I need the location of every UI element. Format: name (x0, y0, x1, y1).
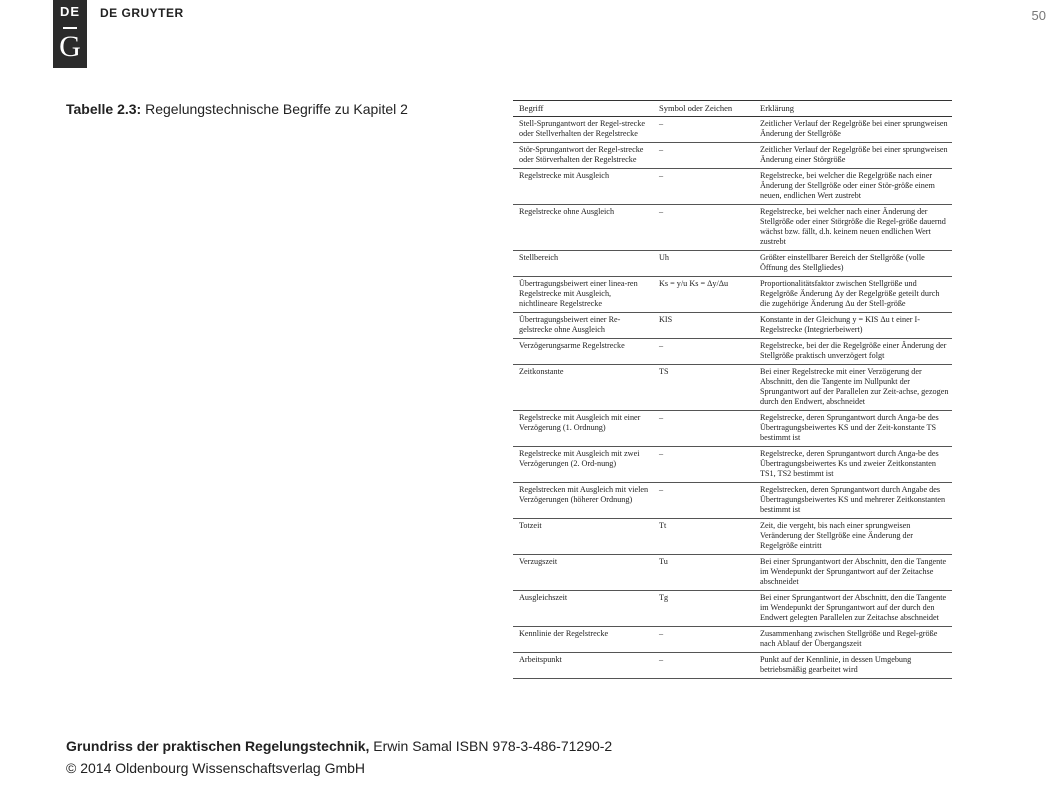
table-row (513, 339, 952, 365)
cell-symbol: – (653, 205, 754, 251)
cell-term: Kennlinie der Regelstrecke (513, 627, 653, 653)
cell-explanation: Zeitlicher Verlauf der Regelgröße bei einer sprungweisen Änderung einer Störgröße (754, 143, 952, 169)
cell-symbol: Ks = y/u Ks = Δy/Δu (653, 277, 754, 313)
table-row (513, 555, 952, 591)
cell-explanation: Größter einstellbarer Bereich der Stellgröße (volle Öffnung des Stellgliedes) (754, 251, 952, 277)
cell-symbol: – (653, 411, 754, 447)
page-number: 50 (1031, 8, 1046, 23)
cell-term: Regelstrecken mit Ausgleich mit vielen Verzögerungen (höherer Ordnung) (513, 483, 653, 519)
table-row (513, 143, 952, 169)
cell-term: Regelstrecke ohne Ausgleich (513, 205, 653, 251)
cell-term: Stell-Sprungantwort der Regel-strecke oder Stellverhalten der Regelstrecke (513, 117, 653, 143)
cell-term: Stellbereich (513, 251, 653, 277)
cell-symbol: Tu (653, 555, 754, 591)
cell-term: Regelstrecke mit Ausgleich mit einer Verzögerung (1. Ordnung) (513, 411, 653, 447)
cell-term: Ausgleichszeit (513, 591, 653, 627)
table-row (513, 411, 952, 447)
cell-explanation: Zusammenhang zwischen Stellgröße und Regel-größe nach Ablauf der Übergangszeit (754, 627, 952, 653)
cell-explanation: Regelstrecke, bei welcher nach einer Änderung der Stellgröße oder einer Störgröße die Regel-größe dauernd wächst bzw. fällt, d.h. keinem neuen endlichen Wert zustrebt (754, 205, 952, 251)
cell-symbol: Tg (653, 591, 754, 627)
cell-symbol: Uh (653, 251, 754, 277)
cell-explanation: Bei einer Regelstrecke mit einer Verzögerung der Abschnitt, den die Tangente im Nullpunkt der Sprungantwort auf der Parallelen zur Zeit-achse, gezogen durch den Endwert, abschneidet (754, 365, 952, 411)
cell-explanation: Regelstrecke, deren Sprungantwort durch Anga-be des Übertragungsbeiwertes KS und der Zeit-konstante TS bestimmt ist (754, 411, 952, 447)
table-row (513, 313, 952, 339)
cell-symbol: TS (653, 365, 754, 411)
cell-explanation: Zeit, die vergeht, bis nach einer sprungweisen Veränderung der Stellgröße eine Änderung der Regelgröße eintritt (754, 519, 952, 555)
cell-term: Regelstrecke mit Ausgleich (513, 169, 653, 205)
cell-term: Übertragungsbeiwert einer Re-gelstrecke ohne Ausgleich (513, 313, 653, 339)
header-term: Begriff (513, 101, 653, 117)
cell-explanation: Zeitlicher Verlauf der Regelgröße bei einer sprungweisen Änderung der Stellgröße (754, 117, 952, 143)
table-row (513, 627, 952, 653)
cell-term: Verzögerungsarme Regelstrecke (513, 339, 653, 365)
cell-symbol: Tt (653, 519, 754, 555)
table-row (513, 169, 952, 205)
cell-explanation: Regelstrecke, bei der die Regelgröße einer Änderung der Stellgröße praktisch unverzögert folgt (754, 339, 952, 365)
table-row (513, 483, 952, 519)
table-row (513, 653, 952, 679)
table-row (513, 365, 952, 411)
terms-table (513, 100, 952, 679)
table-row (513, 591, 952, 627)
cell-explanation: Regelstrecken, deren Sprungantwort durch Angabe des Übertragungsbeiwertes KS und mehrerer Zeitkonstanten bestimmt ist (754, 483, 952, 519)
cell-term: Stör-Sprungantwort der Regel-strecke oder Störverhalten der Regelstrecke (513, 143, 653, 169)
cell-symbol: – (653, 169, 754, 205)
logo-bottom-text: G (59, 30, 81, 63)
cell-term: Regelstrecke mit Ausgleich mit zwei Verzögerungen (2. Ord-nung) (513, 447, 653, 483)
cell-symbol: KIS (653, 313, 754, 339)
copyright: © 2014 Oldenbourg Wissenschaftsverlag GmbH (66, 760, 366, 776)
caption-text: Regelungstechnische Begriffe zu Kapitel 2 (145, 101, 408, 117)
cell-term: Übertragungsbeiwert einer linea-ren Regelstrecke mit Ausgleich, nichtlineare Regelstrecke (513, 277, 653, 313)
table-caption (66, 101, 408, 117)
logo-top-text: DE (59, 4, 81, 19)
table-row (513, 251, 952, 277)
cell-explanation: Konstante in der Gleichung y = KIS Δu t einer I-Regelstrecke (Integrierbeiwert) (754, 313, 952, 339)
book-author-isbn: Erwin Samal ISBN 978-3-486-71290-2 (369, 738, 613, 754)
cell-symbol: – (653, 483, 754, 519)
header-explanation: Erklärung (754, 101, 952, 117)
table-header-row (513, 101, 952, 117)
cell-symbol: – (653, 117, 754, 143)
cell-term: Arbeitspunkt (513, 653, 653, 679)
cell-explanation: Regelstrecke, deren Sprungantwort durch Anga-be des Übertragungsbeiwertes Ks und zweier Zeitkonstanten TS1, TS2 bestimmt ist (754, 447, 952, 483)
cell-term: Totzeit (513, 519, 653, 555)
cell-explanation: Punkt auf der Kennlinie, in dessen Umgebung betriebsmäßig gearbeitet wird (754, 653, 952, 679)
table-row (513, 205, 952, 251)
table-row (513, 447, 952, 483)
book-citation (66, 738, 612, 754)
cell-explanation: Regelstrecke, bei welcher die Regelgröße nach einer Änderung der Stellgröße oder einer Stör-größe einem neuen, endlichen Wert zustrebt (754, 169, 952, 205)
table-row (513, 277, 952, 313)
book-title: Grundriss der praktischen Regelungstechnik, (66, 738, 370, 754)
cell-symbol: – (653, 143, 754, 169)
publisher-logo (53, 0, 87, 68)
cell-explanation: Bei einer Sprungantwort der Abschnitt, den die Tangente im Wendepunkt der Sprungantwort auf der durch den Endwert gelegten Parallelen zur Zeitachse abschneidet (754, 591, 952, 627)
cell-symbol: – (653, 627, 754, 653)
table-row (513, 117, 952, 143)
caption-label: Tabelle 2.3: (66, 101, 142, 117)
logo-divider (63, 27, 77, 29)
cell-term: Verzugszeit (513, 555, 653, 591)
cell-symbol: – (653, 447, 754, 483)
cell-explanation: Bei einer Sprungantwort der Abschnitt, den die Tangente im Wendepunkt der Sprungantwort auf der Zeitachse abschneidet (754, 555, 952, 591)
brand-name: DE GRUYTER (100, 6, 184, 20)
cell-term: Zeitkonstante (513, 365, 653, 411)
cell-explanation: Proportionalitätsfaktor zwischen Stellgröße und Regelgröße Änderung Δy der Regelgröße geteilt durch die zugehörige Änderung Δu der Stell-größe (754, 277, 952, 313)
cell-symbol: – (653, 339, 754, 365)
header-symbol: Symbol oder Zeichen (653, 101, 754, 117)
cell-symbol: – (653, 653, 754, 679)
table-row (513, 519, 952, 555)
